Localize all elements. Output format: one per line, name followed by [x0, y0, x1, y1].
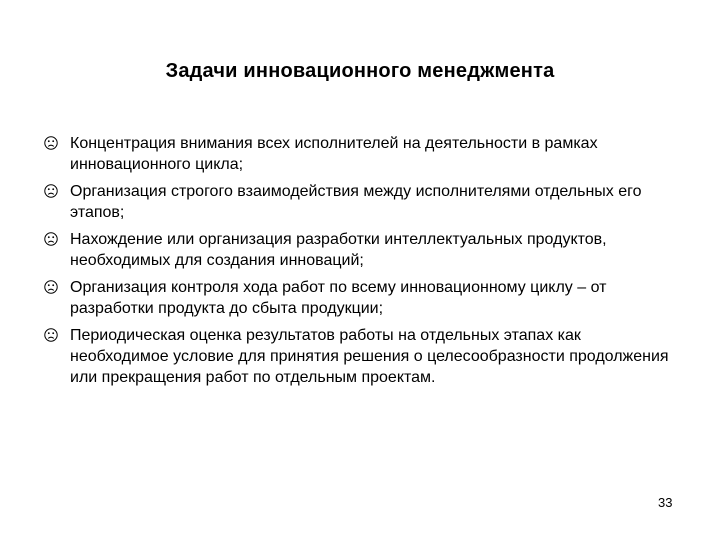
bullet-text: Организация контроля хода работ по всему инновационному циклу – от разработки продукта до сбыта продукции; [70, 279, 607, 317]
list-item [44, 229, 684, 271]
bullet-text: Организация строгого взаимодействия между исполнителями отдельных его этапов; [70, 183, 642, 221]
frown-face-icon [44, 136, 58, 150]
page-number: 33 [658, 495, 673, 510]
bullet-text: Концентрация внимания всех исполнителей на деятельности в рамках инновационного цикла; [70, 135, 598, 173]
bullet-list [44, 133, 684, 394]
list-item [44, 181, 684, 223]
bullet-text: Периодическая оценка результатов работы на отдельных этапах как необходимое условие для принятия решения о целесообразности продолжения или прекращения работ по отдельным проектам. [70, 327, 669, 386]
bullet-text: Нахождение или организация разработки интеллектуальных продуктов, необходимых для создания инноваций; [70, 231, 607, 269]
frown-face-icon [44, 328, 58, 342]
list-item [44, 277, 684, 319]
frown-face-icon [44, 184, 58, 198]
frown-face-icon [44, 232, 58, 246]
list-item [44, 325, 684, 388]
slide-title: Задачи инновационного менеджмента [165, 60, 555, 82]
list-item [44, 133, 684, 175]
frown-face-icon [44, 280, 58, 294]
